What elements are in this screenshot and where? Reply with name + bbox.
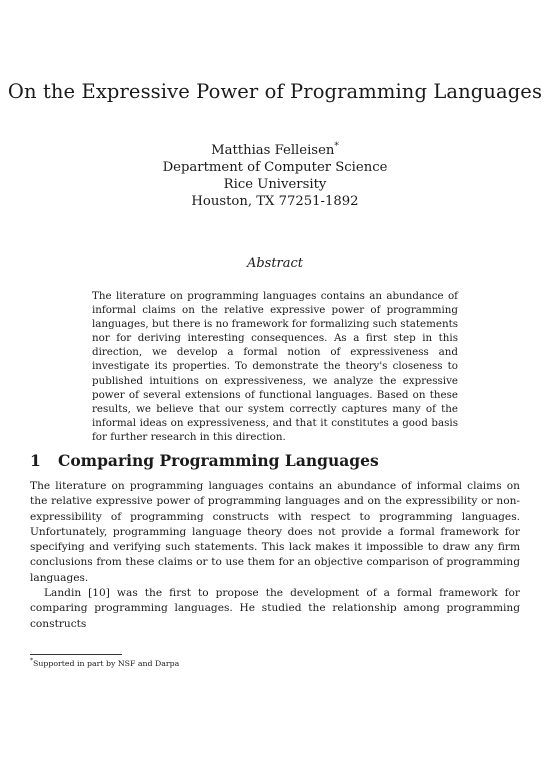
affiliation-university: Rice University <box>223 177 327 192</box>
author-line <box>0 142 550 159</box>
footnote <box>30 659 520 669</box>
footnote-rule <box>30 654 122 655</box>
section-heading <box>30 451 520 470</box>
section-body <box>30 479 520 632</box>
footnote-text: Supported in part by NSF and Darpa <box>33 659 180 668</box>
abstract-heading: Abstract <box>246 256 304 271</box>
author-footnote-mark: * <box>334 141 339 152</box>
author-block <box>0 142 550 210</box>
affiliation-address: Houston, TX 77251-1892 <box>191 194 359 209</box>
abstract-text: The literature on programming languages contains an abundance of informal claims on the relative expressive power of programming languages, but there is no framework for formalizing such statements nor for deriving interesting consequences. As a first step in this direction, we develop a formal notion of expressiveness and investigate its properties. To demonstrate the theory's closeness to published intuitions on expressiveness, we analyze the expressive power of several extensions of functional languages. Based on these results, we believe that our system correctly captures many of the informal ideas on expressiveness, and that it constitutes a good basis for further research in this direction. <box>92 290 458 443</box>
author-name: Matthias Felleisen <box>211 143 335 158</box>
paper-title: On the Expressive Power of Programming Languages <box>7 80 543 103</box>
section-title: Comparing Programming Languages <box>58 451 379 470</box>
affiliation-department: Department of Computer Science <box>162 160 388 175</box>
section-number: 1 <box>30 451 41 470</box>
body-paragraph: The literature on programming languages contains an abundance of informal claims on the relative expressive power of programming languages and on the expressibility or non-expressibility of programming constructs with respect to programming languages. Unfortunately, programming language theory does not provide a formal framework for specifying and verifying such statements. This lack makes it impossible to draw any firm conclusions from these claims or to use them for an objective comparison of programming languages. <box>30 480 520 584</box>
footnote-mark: * <box>30 657 33 665</box>
body-paragraph: Landin [10] was the first to propose the development of a formal framework for comparing programming languages. He studied the relationship among programming constructs <box>30 587 520 630</box>
